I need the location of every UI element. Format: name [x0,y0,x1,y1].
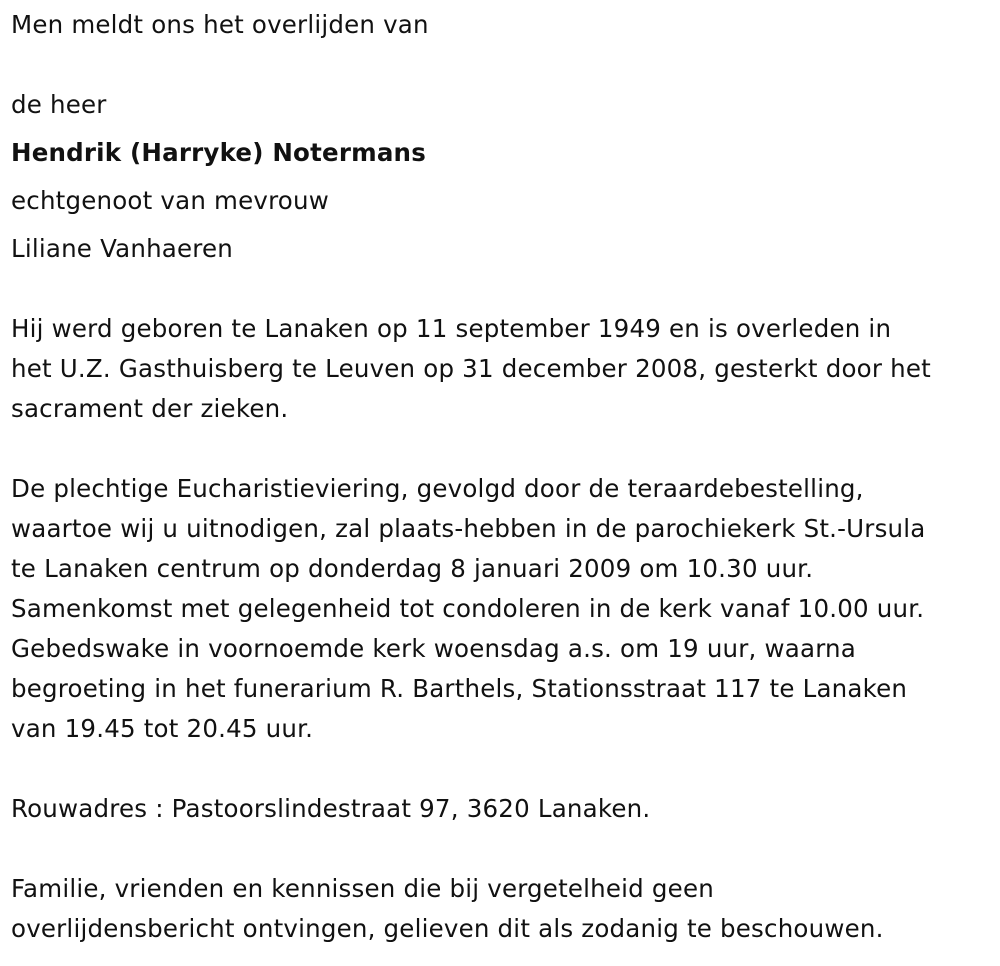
service-line: Gebedswake in voornoemde kerk woensdag a.s. om 19 uur, waarna [11,634,856,663]
service-line: De plechtige Eucharistieviering, gevolgd door de teraardebestelling, [11,474,864,503]
service-line: te Lanaken centrum op donderdag 8 januari 2009 om 10.30 uur. [11,554,814,583]
service-line: waartoe wij u uitnodigen, zal plaats-hebben in de parochiekerk St.-Ursula [11,514,926,543]
closing-line: overlijdensbericht ontvingen, gelieven dit als zodanig te beschouwen. [11,914,884,943]
deceased-name: Hendrik (Harryke) Notermans [11,138,426,167]
spouse-name: Liliane Vanhaeren [11,234,234,263]
birth-line: sacrament der zieken. [11,394,289,423]
service-line: begroeting in het funerarium R. Barthels, Stationsstraat 117 te Lanaken [11,674,908,703]
honorific: de heer [11,90,107,119]
closing-paragraph [11,869,884,949]
spouse-label: echtgenoot van mevrouw [11,186,329,215]
birth-line: Hij werd geboren te Lanaken op 11 september 1949 en is overleden in [11,314,892,343]
service-line: Samenkomst met gelegenheid tot condoleren in de kerk vanaf 10.00 uur. [11,594,925,623]
service-line: van 19.45 tot 20.45 uur. [11,714,314,743]
birth-line: het U.Z. Gasthuisberg te Leuven op 31 december 2008, gesterkt door het [11,354,931,383]
closing-line: Familie, vrienden en kennissen die bij vergetelheid geen [11,874,714,903]
birth-paragraph [11,309,931,429]
service-paragraph [11,469,926,749]
mourning-address: Rouwadres : Pastoorslindestraat 97, 3620 Lanaken. [11,794,651,823]
intro-text: Men meldt ons het overlijden van [11,10,429,39]
